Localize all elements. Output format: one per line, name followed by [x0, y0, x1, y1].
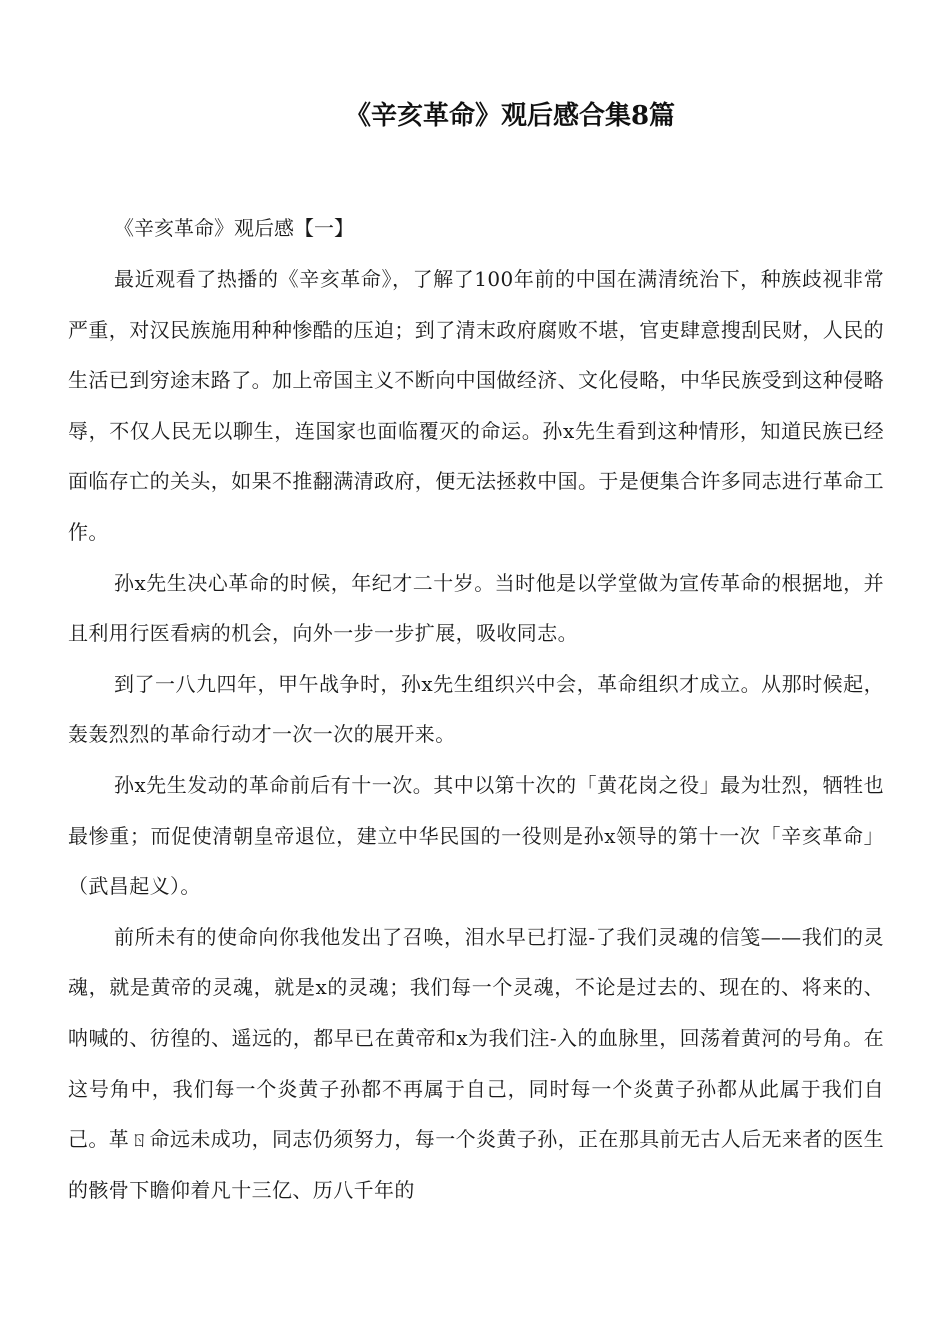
paragraph: 前所未有的使命向你我他发出了召唤，泪水早已打湿-了我们灵魂的信笺——我们的灵魂，就是黄帝的灵魂，就是x的灵魂；我们每一个灵魂，不论是过去的、现在的、将来的、呐喊的、彷徨的、遥远的，都早已在黄帝和x为我们注-入的血脉里，回荡着黄河的号角。在这号角中，我们每一个炎黄子孙都不再属于自己，同时每一个炎黄子孙都从此属于我们自己。革ㄖ命远未成功，同志仍须努力，每一个炎黄子孙，正在那具前无古人后无来者的医生的骸骨下瞻仰着凡十三亿、历八千年的	[68, 924, 884, 1202]
paragraph: 最近观看了热播的《辛亥革命》，了解了100年前的中国在满清统治下，种族歧视非常严重，对汉民族施用种种惨酷的压迫；到了清末政府腐败不堪，官吏肆意搜刮民财，人民的生活已到穷途末路了。加上帝国主义不断向中国做经济、文化侵略，中华民族受到这种侵略辱，不仅人民无以聊生，连国家也面临覆灭的命运。孙x先生看到这种情形，知道民族已经面临存亡的关头，如果不推翻满清政府，便无法拯救中国。于是便集合许多同志进行革命工作。	[68, 267, 884, 544]
paragraph: 到了一八九四年，甲午战争时，孙x先生组织兴中会，革命组织才成立。从那时候起，轰轰烈烈的革命行动才一次一次的展开来。	[68, 671, 884, 747]
document-body	[68, 208, 884, 1215]
paragraph: 孙x先生决心革命的时候，年纪才二十岁。当时他是以学堂做为宣传革命的根据地，并且利用行医看病的机会，向外一步一步扩展，吸收同志。	[68, 570, 884, 646]
paragraph: 孙x先生发动的革命前后有十一次。其中以第十次的「黄花岗之役」最为壮烈，牺牲也最惨重；而促使清朝皇帝退位，建立中华民国的一役则是孙x领导的第十一次「辛亥革命」（武昌起义）。	[68, 772, 884, 899]
section-heading: 《辛亥革命》观后感【一】	[114, 216, 354, 240]
document-title: 《辛亥革命》观后感合集8篇	[344, 101, 676, 131]
